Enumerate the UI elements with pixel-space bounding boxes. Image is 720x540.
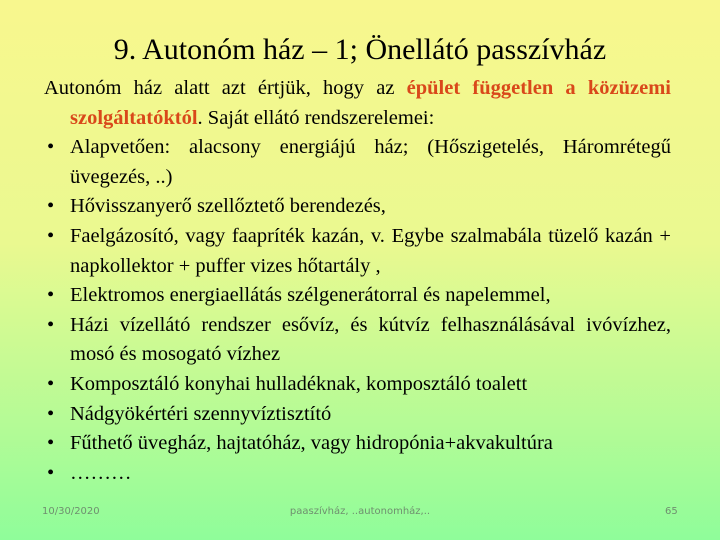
- list-item-text: ………: [70, 461, 132, 484]
- list-item-text: Házi vízellátó rendszer esővíz, és kútvíz felhasználásával ivóvízhez, mosó és mosogató vízhez: [70, 313, 671, 366]
- list-item: [44, 370, 671, 400]
- list-item: [44, 429, 671, 459]
- bullet-icon: •: [47, 313, 55, 336]
- list-item-text: Fűthető üvegház, hajtatóház, vagy hidropónia+akvakultúra: [70, 432, 553, 455]
- list-item: [44, 311, 671, 370]
- intro-text: Autonóm ház alatt azt értjük, hogy az: [44, 77, 407, 99]
- slide-title: 9. Autonóm ház – 1; Önellátó passzívház: [113, 33, 607, 66]
- list-item: [44, 133, 671, 192]
- bullet-icon: •: [47, 224, 55, 247]
- list-item-text: Elektromos energiaellátás szélgenerátorral és napelemmel,: [70, 284, 551, 307]
- footer-date: 10/30/2020: [42, 506, 100, 517]
- list-item-text: Komposztáló konyhai hulladéknak, komposztáló toalett: [70, 372, 528, 395]
- intro-highlight: épület független a közüzemi szolgáltatóktól: [70, 77, 671, 129]
- footer-center: paaszívház, ..autonomház,..: [289, 506, 431, 517]
- bullet-icon: •: [47, 195, 55, 218]
- list-item: [44, 192, 671, 222]
- bullet-icon: •: [47, 284, 55, 307]
- list-item-text: Hővisszanyerő szellőztető berendezés,: [70, 195, 386, 218]
- intro-paragraph: [44, 74, 671, 133]
- list-item: [44, 222, 671, 281]
- bullet-icon: •: [47, 402, 55, 425]
- bullet-icon: •: [47, 372, 55, 395]
- list-item: [44, 459, 671, 489]
- bullet-icon: •: [47, 432, 55, 455]
- intro-text-end: . Saját ellátó rendszerelemei:: [197, 106, 435, 129]
- list-item-text: Faelgázosító, vagy faapríték kazán, v. Egybe szalmabála tüzelő kazán + napkollektor + puffer vizes hőtartály ,: [70, 224, 671, 277]
- list-item-text: Nádgyökértéri szennyvíztisztító: [70, 402, 332, 425]
- slide-body: [44, 74, 671, 488]
- list-item: [44, 400, 671, 430]
- bullet-icon: •: [47, 461, 55, 484]
- footer-page-number: 65: [665, 506, 678, 517]
- bullet-icon: •: [47, 136, 55, 159]
- bullet-list: [44, 133, 671, 488]
- list-item-text: Alapvetően: alacsony energiájú ház; (Hőszigetelés, Háromrétegű üvegezés, ..): [70, 136, 671, 188]
- list-item: [44, 281, 671, 311]
